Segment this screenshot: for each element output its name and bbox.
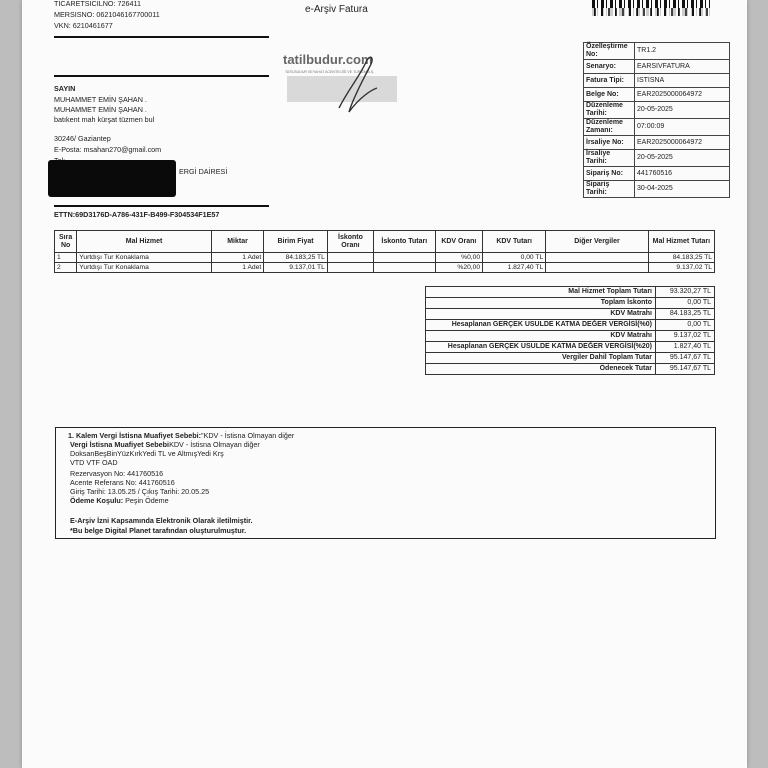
buyer-tax-office: ERGİ DAİRESİ	[179, 167, 228, 176]
column-header: Birim Fiyat	[264, 231, 328, 253]
total-label: KDV Matrahı	[426, 331, 656, 342]
meta-row	[584, 74, 730, 88]
invoice-meta-table	[583, 42, 730, 198]
total-row	[426, 342, 715, 353]
column-header: Mal Hizmet Tutarı	[648, 231, 714, 253]
total-label: Hesaplanan GERÇEK USULDE KATMA DEĞER VERGİSİ(%0)	[426, 320, 656, 331]
meta-label: Sipariş Tarihi:	[584, 181, 635, 198]
logo-brand: tatilbudur.com	[283, 52, 373, 67]
redaction-block	[48, 160, 176, 197]
total-row	[426, 287, 715, 298]
totals-table	[425, 286, 715, 375]
total-value: 0,00 TL	[656, 298, 715, 309]
column-header: İskonto Oranı	[327, 231, 373, 253]
total-value: 1.827,40 TL	[656, 342, 715, 353]
meta-value: EARSIVFATURA	[635, 60, 730, 74]
table-cell: 1.827,40 TL	[483, 263, 546, 273]
column-header: Mal Hizmet	[77, 231, 212, 253]
total-row	[426, 298, 715, 309]
total-label: Vergiler Dahil Toplam Tutar	[426, 353, 656, 364]
column-header: Diğer Vergiler	[546, 231, 649, 253]
total-row	[426, 320, 715, 331]
table-cell: 1	[55, 253, 77, 263]
total-label: KDV Matrahı	[426, 309, 656, 320]
meta-row	[584, 119, 730, 136]
table-cell: 0,00 TL	[483, 253, 546, 263]
table-cell: 84.183,25 TL	[648, 253, 714, 263]
meta-label: Senaryo:	[584, 60, 635, 74]
meta-label: İrsaliye Tarihi:	[584, 150, 635, 167]
meta-row	[584, 136, 730, 150]
qr-code-pattern	[592, 8, 710, 16]
meta-label: İrsaliye No:	[584, 136, 635, 150]
table-cell: %0,00	[435, 253, 483, 263]
buyer-address: batıkent mah kürşat tüzmen bul	[54, 115, 155, 124]
table-cell	[374, 253, 436, 263]
column-header: Sıra No	[55, 231, 77, 253]
meta-row	[584, 167, 730, 181]
payment-terms	[70, 496, 169, 506]
checkin-checkout: Giriş Tarihi: 13.05.25 / Çıkış Tarihi: 20.05.25	[70, 487, 210, 496]
ticaret-sicil-no: TİCARETSICILNO: 726411	[54, 0, 141, 8]
e-archive-notice: E-Arşiv İzni Kapsamında Elektronik Olarak iletilmiştir.	[70, 516, 253, 525]
table-cell: 2	[55, 263, 77, 273]
total-label: Toplam İskonto	[426, 298, 656, 309]
table-cell: 84.183,25 TL	[264, 253, 328, 263]
total-row	[426, 353, 715, 364]
meta-label: Belge No:	[584, 88, 635, 102]
meta-value: 441760516	[635, 167, 730, 181]
digital-planet-notice: *Bu belge Digital Planet tarafından oluşturulmuştur.	[70, 526, 247, 535]
table-cell: Yurtdışı Tur Konaklama	[77, 253, 212, 263]
note-bold: 1. Kalem Vergi İstisna Muafiyet Sebebi:	[68, 431, 202, 440]
invoice-page	[22, 0, 747, 768]
table-cell	[327, 253, 373, 263]
logo-company: TATİLBUDUR SEYAHAT ACENTELİĞİ VE TURİZM A.Ş.	[285, 70, 375, 74]
meta-value: 20-05-2025	[635, 150, 730, 167]
total-value: 9.137,02 TL	[656, 331, 715, 342]
table-cell	[327, 263, 373, 273]
note-text: "KDV - İstisna Olmayan diğer	[201, 431, 295, 440]
meta-label: Sipariş No:	[584, 167, 635, 181]
total-label: Mal Hizmet Toplam Tutarı	[426, 287, 656, 298]
buyer-city: 30246/ Gaziantep	[54, 134, 111, 143]
reservation-no: Rezervasyon No: 441760516	[70, 469, 164, 478]
column-header: Miktar	[211, 231, 263, 253]
column-header: KDV Oranı	[435, 231, 483, 253]
meta-value: 30-04-2025	[635, 181, 730, 198]
meta-value: EAR2025000064972	[635, 136, 730, 150]
meta-value: ISTISNA	[635, 74, 730, 88]
note-bold: Ödeme Koşulu:	[70, 496, 124, 505]
note-amount-words: DoksanBeşBinYüzKırkYedi TL ve AltmışYedi Krş	[70, 449, 224, 458]
meta-row	[584, 150, 730, 167]
ettn: ETTN:69D3176D-A786-431F-B499-F304534F1E57	[54, 210, 220, 219]
buyer-sayin: SAYIN	[54, 84, 76, 93]
buyer-name: MUHAMMET EMİN ŞAHAN .	[54, 95, 147, 104]
total-value: 93.320,27 TL	[656, 287, 715, 298]
total-row	[426, 364, 715, 375]
note-line: VTD VTF OAD	[70, 458, 118, 467]
divider	[54, 36, 269, 38]
meta-row	[584, 43, 730, 60]
table-cell	[546, 253, 649, 263]
items-table	[54, 230, 715, 273]
meta-row	[584, 88, 730, 102]
buyer-name-2: MUHAMMET EMİN ŞAHAN .	[54, 105, 147, 114]
meta-row	[584, 102, 730, 119]
column-header: KDV Tutarı	[483, 231, 546, 253]
total-value: 0,00 TL	[656, 320, 715, 331]
meta-label: Düzenleme Zamanı:	[584, 119, 635, 136]
column-header: İskonto Tutarı	[374, 231, 436, 253]
meta-value: 07:00:09	[635, 119, 730, 136]
table-row	[55, 253, 715, 263]
meta-value: 20-05-2025	[635, 102, 730, 119]
agency-ref-no: Acente Referans No: 441760516	[70, 478, 175, 487]
note-text: KDV - İstisna Olmayan diğer	[169, 440, 260, 449]
table-cell	[374, 263, 436, 273]
table-cell	[546, 263, 649, 273]
table-row	[55, 263, 715, 273]
total-row	[426, 331, 715, 342]
meta-value: EAR2025000064972	[635, 88, 730, 102]
table-cell: 1 Adet	[211, 263, 263, 273]
total-label: Ödenecek Tutar	[426, 364, 656, 375]
meta-value: TR1.2	[635, 43, 730, 60]
total-label: Hesaplanan GERÇEK USULDE KATMA DEĞER VERGİSİ(%20)	[426, 342, 656, 353]
table-cell: 1 Adet	[211, 253, 263, 263]
divider	[54, 75, 269, 77]
vkn: VKN: 6210461677	[54, 21, 113, 30]
notes-box	[55, 427, 716, 539]
mersis-no: MERSISNO: 0621046167700011	[54, 10, 160, 19]
meta-row	[584, 60, 730, 74]
total-row	[426, 309, 715, 320]
total-value: 95.147,67 TL	[656, 364, 715, 375]
note-bold: Vergi İstisna Muafiyet Sebebi	[70, 440, 170, 449]
table-cell: %20,00	[435, 263, 483, 273]
note-text: Peşin Ödeme	[123, 496, 169, 505]
table-cell: 9.137,01 TL	[264, 263, 328, 273]
table-cell: 9.137,02 TL	[648, 263, 714, 273]
meta-label: Özelleştirme No:	[584, 43, 635, 60]
total-value: 95.147,67 TL	[656, 353, 715, 364]
divider	[54, 205, 269, 207]
table-cell: Yurtdışı Tur Konaklama	[77, 263, 212, 273]
meta-label: Fatura Tipi:	[584, 74, 635, 88]
buyer-email: E-Posta: msahan270@gmail.com	[54, 145, 162, 154]
company-logo-stamp	[279, 48, 419, 116]
document-title: e-Arşiv Fatura	[305, 4, 368, 15]
meta-row	[584, 181, 730, 198]
meta-label: Düzenleme Tarihi:	[584, 102, 635, 119]
total-value: 84.183,25 TL	[656, 309, 715, 320]
